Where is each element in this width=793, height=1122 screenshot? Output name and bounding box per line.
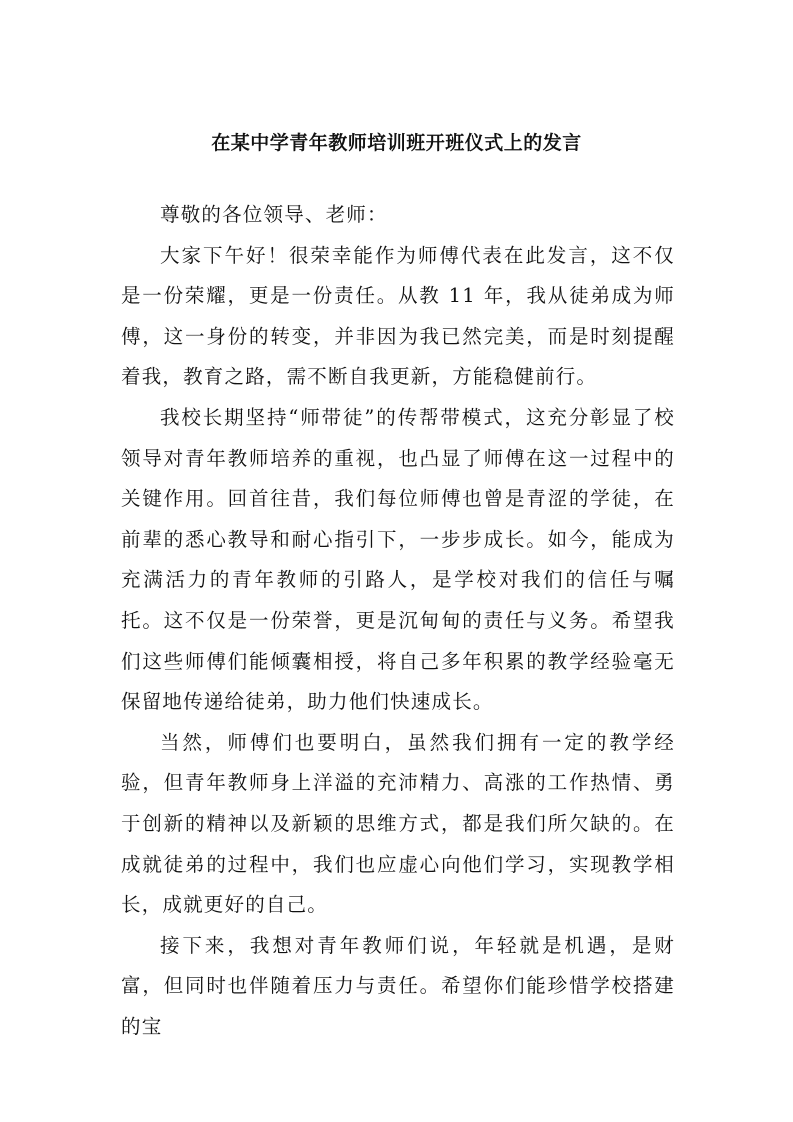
salutation: 尊敬的各位领导、老师： bbox=[160, 203, 388, 226]
paragraph-1: 大家下午好！很荣幸能作为师傅代表在此发言，这不仅是一份荣耀，更是一份责任。从教 11 年，我从徒弟成为师傅，这一身份的转变，并非因为我已然完美，而是时刻提醒着我，教育之路，需不断自我更新，方能稳健前行。 bbox=[121, 243, 675, 389]
document-body bbox=[121, 195, 675, 1047]
paragraph-3: 当然，师傅们也要明白，虽然我们拥有一定的教学经验，但青年教师身上洋溢的充沛精力、高涨的工作热情、勇于创新的精神以及新颖的思维方式，都是我们所欠缺的。在成就徒弟的过程中，我们也应虚心向他们学习，实现教学相长，成就更好的自己。 bbox=[121, 730, 675, 917]
document-title: 在某中学青年教师培训班开班仪式上的发言 bbox=[211, 132, 582, 154]
paragraph-2: 我校长期坚持“师带徒”的传帮带模式，这充分彰显了校领导对青年教师培养的重视，也凸显了师傅在这一过程中的关键作用。回首往昔，我们每位师傅也曾是青涩的学徒，在前辈的悉心教导和耐心指引下，一步步成长。如今，能成为充满活力的青年教师的引路人，是学校对我们的信任与嘱托。这不仅是一份荣誉，更是沉甸甸的责任与义务。希望我们这些师傅们能倾囊相授，将自己多年积累的教学经验毫无保留地传递给徒弟，助力他们快速成长。 bbox=[121, 405, 675, 714]
paragraph-4: 接下来，我想对青年教师们说，年轻就是机遇，是财富，但同时也伴随着压力与责任。希望你们能珍惜学校搭建的宝 bbox=[121, 933, 675, 1038]
